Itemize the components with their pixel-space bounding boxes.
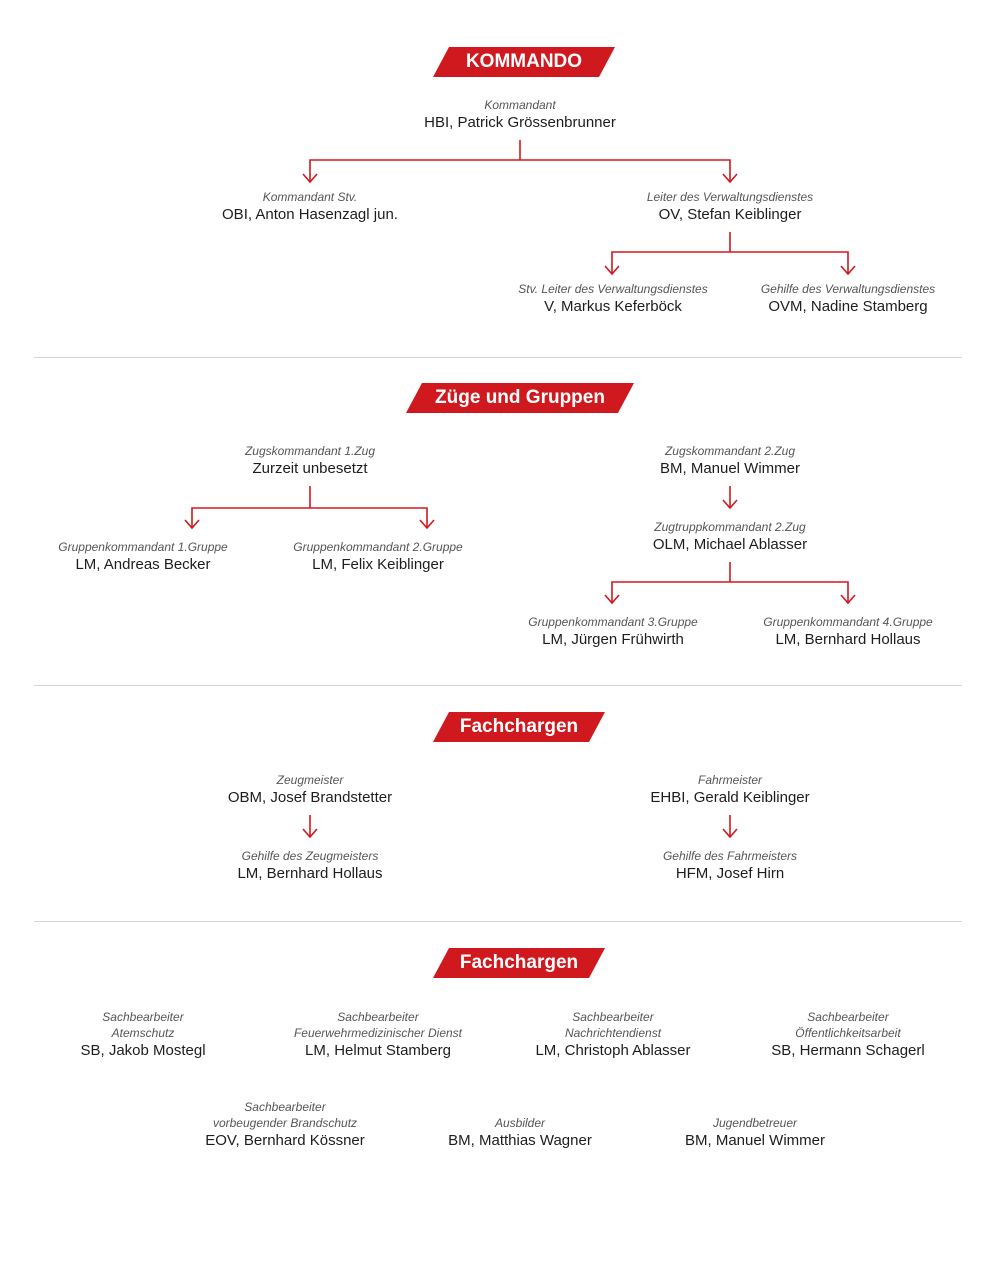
- role-label: Zeugmeister: [276, 773, 344, 787]
- node-gehilfe-zeugmeister: [180, 848, 440, 883]
- person-name: LM, Felix Keiblinger: [312, 556, 444, 573]
- role-label: Zugskommandant 2.Zug: [664, 444, 796, 458]
- role-label: Jugendbetreuer: [712, 1116, 798, 1130]
- person-name: BM, Matthias Wagner: [448, 1132, 592, 1149]
- section-divider: [34, 921, 962, 922]
- section-banner-kommando: [433, 47, 615, 77]
- role-label: Sachbearbeiter vorbeugender Brandschutz: [212, 1100, 358, 1130]
- section-banner-zuege: [406, 383, 634, 413]
- section-title-fachchargen-2: Fachchargen: [459, 952, 579, 973]
- person-name: SB, Jakob Mostegl: [80, 1042, 206, 1059]
- role-label: Gruppenkommandant 1.Gruppe: [58, 540, 228, 554]
- person-name: LM, Bernhard Hollaus: [775, 631, 921, 648]
- node-fahrmeister: [600, 772, 860, 807]
- node-sb-brandschutz: [155, 1099, 415, 1150]
- node-kommandant-stv: [180, 189, 440, 224]
- person-name: HBI, Patrick Grössenbrunner: [424, 114, 616, 131]
- node-kommandant: [390, 97, 650, 132]
- person-name: OVM, Nadine Stamberg: [768, 298, 928, 315]
- section-divider: [34, 357, 962, 358]
- person-name: HFM, Josef Hirn: [675, 865, 785, 882]
- section-banner-fachchargen-2: [433, 948, 605, 978]
- node-gruppe-2: [248, 539, 508, 574]
- node-zugtrupp-2: [600, 519, 860, 554]
- person-name: EOV, Bernhard Kössner: [205, 1132, 365, 1149]
- person-name: BM, Manuel Wimmer: [684, 1132, 826, 1149]
- person-name: Zurzeit unbesetzt: [252, 460, 368, 477]
- person-name: OV, Stefan Keiblinger: [658, 206, 802, 223]
- person-name: LM, Jürgen Frühwirth: [542, 631, 684, 648]
- person-name: LM, Andreas Becker: [75, 556, 211, 573]
- role-label: Sachbearbeiter Nachrichtendienst: [564, 1010, 662, 1040]
- node-stv-leiter-verwaltung: [483, 281, 743, 316]
- node-gruppe-1: [13, 539, 273, 574]
- node-jugendbetreuer: [625, 1115, 885, 1150]
- role-label: Gehilfe des Fahrmeisters: [662, 849, 798, 863]
- role-label: Leiter des Verwaltungsdienstes: [646, 190, 814, 204]
- role-label: Sachbearbeiter Öffentlichkeitsarbeit: [795, 1010, 901, 1040]
- node-gruppe-4: [718, 614, 978, 649]
- role-label: Sachbearbeiter Feuerwehrmedizinischer Dienst: [293, 1010, 463, 1040]
- connector-line: [192, 508, 427, 528]
- role-label: Gehilfe des Verwaltungsdienstes: [760, 282, 936, 296]
- person-name: LM, Christoph Ablasser: [535, 1042, 691, 1059]
- node-sb-fmd: [248, 1009, 508, 1060]
- role-label: Gruppenkommandant 2.Gruppe: [293, 540, 463, 554]
- role-label: Ausbilder: [494, 1116, 546, 1130]
- section-divider: [34, 685, 962, 686]
- person-name: OLM, Michael Ablasser: [652, 536, 808, 553]
- role-label: Zugskommandant 1.Zug: [244, 444, 376, 458]
- person-name: SB, Hermann Schagerl: [771, 1042, 925, 1059]
- person-name: BM, Manuel Wimmer: [659, 460, 801, 477]
- node-sb-atemschutz: [13, 1009, 273, 1060]
- person-name: V, Markus Keferböck: [544, 298, 682, 315]
- node-ausbilder: [390, 1115, 650, 1150]
- node-zugskommandant-2: [600, 443, 860, 478]
- person-name: OBM, Josef Brandstetter: [227, 789, 393, 806]
- person-name: OBI, Anton Hasenzagl jun.: [222, 206, 398, 223]
- section-banner-fachchargen: [433, 712, 605, 742]
- section-title-zuege: Züge und Gruppen: [435, 387, 605, 408]
- role-label: Gruppenkommandant 3.Gruppe: [528, 615, 698, 629]
- person-name: LM, Bernhard Hollaus: [237, 865, 383, 882]
- role-label: Kommandant: [484, 98, 556, 112]
- section-title-fachchargen: Fachchargen: [459, 716, 579, 737]
- node-zeugmeister: [180, 772, 440, 807]
- role-label: Stv. Leiter des Verwaltungsdienstes: [518, 282, 708, 296]
- person-name: LM, Helmut Stamberg: [305, 1042, 451, 1059]
- role-label: Fahrmeister: [697, 773, 762, 787]
- role-label: Sachbearbeiter Atemschutz: [102, 1010, 184, 1040]
- node-sb-nachrichtendienst: [483, 1009, 743, 1060]
- connector-line: [310, 160, 730, 182]
- role-label: Kommandant Stv.: [262, 190, 358, 204]
- role-label: Gehilfe des Zeugmeisters: [241, 849, 379, 863]
- role-label: Gruppenkommandant 4.Gruppe: [763, 615, 933, 629]
- person-name: EHBI, Gerald Keiblinger: [650, 789, 810, 806]
- node-gruppe-3: [483, 614, 743, 649]
- node-gehilfe-fahrmeister: [600, 848, 860, 883]
- connector-line: [612, 582, 848, 603]
- node-leiter-verwaltung: [600, 189, 860, 224]
- section-title-kommando: KOMMANDO: [465, 51, 583, 72]
- node-sb-oeffentlichkeit: [718, 1009, 978, 1060]
- node-gehilfe-verwaltung: [718, 281, 978, 316]
- node-zugskommandant-1: [180, 443, 440, 478]
- connector-line: [612, 252, 848, 274]
- role-label: Zugtruppkommandant 2.Zug: [654, 520, 806, 534]
